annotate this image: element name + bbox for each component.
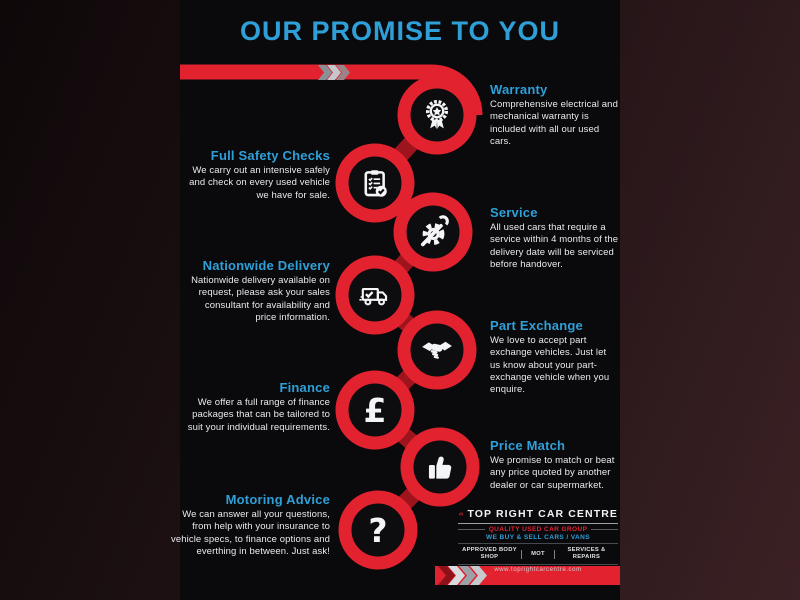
promise-item-service <box>490 205 622 271</box>
dealer-tagline-2: WE BUY & SELL CARS / VANS <box>486 534 590 541</box>
item-heading: Warranty <box>490 82 548 97</box>
promise-item-price-match <box>490 438 618 492</box>
divider <box>458 564 618 565</box>
pound-glyph: £ <box>363 390 387 430</box>
item-body: All used cars that require a service within 4 months of the delivery date will be serviced before handover. <box>490 222 619 271</box>
item-heading: Service <box>490 205 538 220</box>
promise-item-finance <box>180 380 330 434</box>
promise-item-part-exchange <box>490 318 612 397</box>
dealer-name: TOP RIGHT CAR CENTRE <box>467 508 618 520</box>
service-approved-body-shop: APPROVED BODY SHOP <box>462 547 517 561</box>
promise-item-warranty <box>490 82 620 148</box>
award-badge-icon <box>419 97 455 133</box>
promise-poster <box>171 0 620 600</box>
item-body: We offer a full range of finance packages that can be tailored to suit your individual requirements. <box>187 397 330 433</box>
item-heading: Price Match <box>490 438 566 453</box>
question-glyph: ? <box>368 510 388 550</box>
thumbs-up-icon <box>422 449 458 485</box>
safety-checklist-icon <box>357 165 393 201</box>
question-mark-icon <box>360 512 396 548</box>
dealer-tagline-1: QUALITY USED CAR GROUP <box>488 526 588 533</box>
service-mot: MOT <box>521 550 555 559</box>
item-body: Comprehensive electrical and mechanical warranty is included with all our used cars. <box>490 99 618 148</box>
dealer-website: www.toprightcarcentre.com <box>494 567 582 574</box>
pound-sterling-icon <box>357 392 393 428</box>
promise-item-motoring-advice <box>170 492 330 558</box>
item-heading: Part Exchange <box>490 318 583 333</box>
divider <box>458 543 618 544</box>
item-body: We promise to match or beat any price quoted by another dealer or car supermarket. <box>490 455 615 491</box>
promise-item-full-safety-checks <box>185 148 330 202</box>
item-body: We carry out an intensive safely and check on every used vehicle we have for sale. <box>189 165 330 201</box>
item-heading: Full Safety Checks <box>210 148 330 163</box>
item-body: We love to accept part exchange vehicles. Just let us know about your part-exchange vehicle when you enquire. <box>490 335 610 396</box>
item-body: Nationwide delivery available on request, please ask your sales consultant for availability and price information. <box>191 275 330 324</box>
divider <box>591 529 618 530</box>
dealer-services-row <box>458 546 618 562</box>
item-heading: Finance <box>279 380 330 395</box>
divider <box>458 523 618 524</box>
handshake-icon <box>419 332 455 368</box>
service-services-repairs: SERVICES & REPAIRS <box>567 547 606 561</box>
service-gear-wrench-icon <box>415 214 451 250</box>
item-heading: Motoring Advice <box>225 492 330 507</box>
item-body: We can answer all your questions, from help with your insurance to vehicle specs, to finance options and everthing in between. Just ask! <box>171 509 330 558</box>
page-title: OUR PROMISE TO YOU <box>239 16 561 46</box>
promise-item-nationwide-delivery <box>188 258 330 324</box>
item-heading: Nationwide Delivery <box>202 258 330 273</box>
delivery-truck-icon <box>357 277 393 313</box>
dealer-logo-block <box>458 508 618 573</box>
divider <box>458 529 485 530</box>
red-slashes-icon <box>458 508 463 520</box>
